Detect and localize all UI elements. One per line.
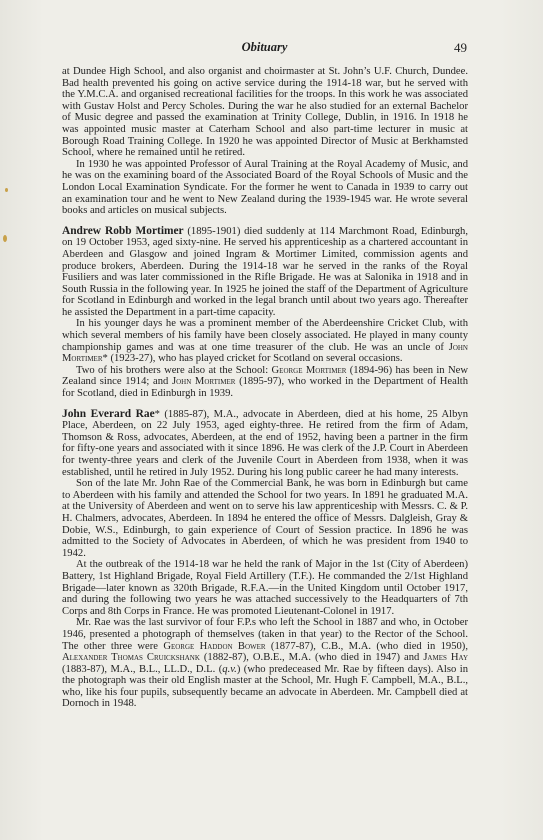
obituary-text — [62, 66, 468, 710]
paragraph — [62, 617, 468, 710]
text-run: Son of the late Mr. John Rae of the Commercial Bank, he was born in Edinburgh but came to Aberdeen with his family and attended the School for two years. In 1891 he graduated M.A. at the University of Aberdeen and went on to serve his law apprenticeship with Messrs. C. & P. H. Chalmers, advocates, Aberdeen. In 1894 he entered the office of Messrs. Dalgleish, Gray & Dobie, W.S., Edinburgh, to gain experience of Court of Session practice. In 1896 he was admitted to the Society of Advocates in Aberdeen, of which he was president from 1940 to 1942. — [62, 478, 468, 559]
text-run: (1883-87), M.A., B.L., LL.D., D.L. ( — [62, 663, 223, 675]
running-head — [62, 40, 467, 58]
text-run: Mr. Rae was the last survivor of four F.P.s who left the School in 1887 and who, in October 1946, presented a photograph of themselves (taken in that year) to the Rector of the School. The other three were — [62, 617, 468, 652]
page-title: Obituary — [241, 40, 288, 54]
paragraph — [62, 365, 468, 400]
paragraph — [62, 409, 468, 479]
text-run: (1877-87), C.B., M.A. (who died in 1950), — [265, 640, 468, 652]
paragraph — [62, 478, 468, 559]
related-person-name: Alexander Thomas Cruickshank — [62, 652, 200, 664]
paragraph — [62, 226, 468, 319]
text-run: at Dundee High School, and also organist and choirmaster at St. John’s U.F. Church, Dundee. Bad health prevented his going on active service during the 1914-18 war, but he served with the Y.M.C.A. and organised recreational facilities for the troops. In this work he was associated with Gustav Holst and Percy Scholes. During the war he also studied for an external Bachelor of Music degree and passed the examination at Trinity College, Dublin, in 1916. In 1918 he was appointed music master at Caterham School and also part-time lecturer in music at Borough Road Training College. In 1920 he was appointed Director of Music at Berkhamsted School, where he remained until he retired. — [62, 66, 468, 159]
text-run: (1894-96) has been in New Zealand since 1914; and — [62, 364, 468, 388]
related-person-name: John Mortimer — [171, 376, 236, 388]
text-run: (1895-1901) died suddenly at 114 Marchmont Road, Edinburgh, on 19 October 1953, aged sixty-nine. He served his apprenticeship as a chartered accountant in Aberdeen and Glasgow and joined Ingram & Mortimer Limited, commission agents and produce brokers, Aberdeen. During the 1914-18 war he served in the ranks of the Royal Fusiliers and was later commissioned in the Rifle Brigade. He was at Salonika in 1918 and in South Russia in the following year. In 1925 he joined the staff of the Department of Agriculture for Scotland in Edinburgh and worked in the legal branch until about two years ago. Thereafter he assisted the Department in a part-time capacity. — [62, 225, 468, 318]
paper-spot — [5, 188, 8, 192]
paper-spot — [3, 235, 7, 242]
person-name: Andrew Robb Mortimer — [62, 224, 184, 237]
related-person-name: George Haddon Bower — [163, 640, 266, 652]
text-run: (1895-97), who worked in the Department of Health for Scotland, died in Edinburgh in 1939. — [62, 376, 469, 400]
page-number: 49 — [454, 40, 467, 55]
obituary-entry — [62, 226, 468, 400]
paragraph — [62, 66, 468, 159]
person-name: John Everard Rae — [62, 407, 155, 420]
text-run: * (1885-87), M.A., advocate in Aberdeen, died at his home, 25 Albyn Place, Aberdeen, on 22 July 1953, aged eighty-three. He retired from the firm of Adam, Thomson & Ross, advocates, Aberdeen, at the end of 1952, having been a partner in the firm for fifty-one years and associated with it since 1896. He was clerk of the J.P. Court in Aberdeen for twenty-three years and clerk of the Juvenile Court in Aberdeen from 1938, when it was established, until he retired in July 1952. During his long public career he had many interests. — [62, 408, 468, 478]
paragraph — [62, 159, 468, 217]
related-person-name: James Hay — [423, 652, 469, 664]
obituary-entry — [62, 66, 468, 217]
text-run: Two of his brothers were also at the School: — [76, 364, 272, 376]
paragraph — [62, 318, 468, 364]
text-run: In his younger days he was a prominent member of the Aberdeenshire Cricket Club, with which several members of his family have been closely associated. He played in many county championship games and was at one time treasurer of the club. He was an uncle of — [62, 318, 468, 353]
obituary-entry — [62, 409, 468, 710]
text-run: (1882-87), O.B.E., M.A. (who died in 1947) and — [199, 652, 424, 664]
paragraph — [62, 559, 468, 617]
text-run: At the outbreak of the 1914-18 war he held the rank of Major in the 1st (City of Aberdeen) Battery, 1st Highland Brigade, Royal Field Artillery (T.F.). He commanded the 2/1st Highland Brigade—later known as 320th Brigade, R.F.A.—in the United Kingdom until October 1917, and during the following two years he was attached successively to the Headquarters of 7th Corps and 8th Corps in France. He was promoted Lieutenant-Colonel in 1917. — [62, 559, 468, 617]
related-person-name: John Mortimer — [62, 341, 468, 365]
italic-text: q.v. — [222, 663, 237, 675]
text-run: In 1930 he was appointed Professor of Aural Training at the Royal Academy of Music, and he was on the examining board of the Associated Board of the Royal Schools of Music and the London Local Examination Syndicate. For the former he went to Canada in 1939 to carry out an examination tour and he went to New Zealand during the 1939-1945 war. He wrote several books and articles on musical subjects. — [62, 158, 468, 217]
related-person-name: George Mortimer — [271, 364, 347, 376]
text-run: * (1923-27), who has played cricket for Scotland on several occasions. — [102, 353, 403, 365]
text-run: ) (who predeceased Mr. Rae by fifteen days). Also in the photograph was their old English master at the School, Mr. Hugh F. Campbell, M.A., B.L., who, like his four pupils, subsequently became an advocate in Aberdeen. Mr. Campbell died at Dornoch in 1948. — [62, 663, 468, 710]
